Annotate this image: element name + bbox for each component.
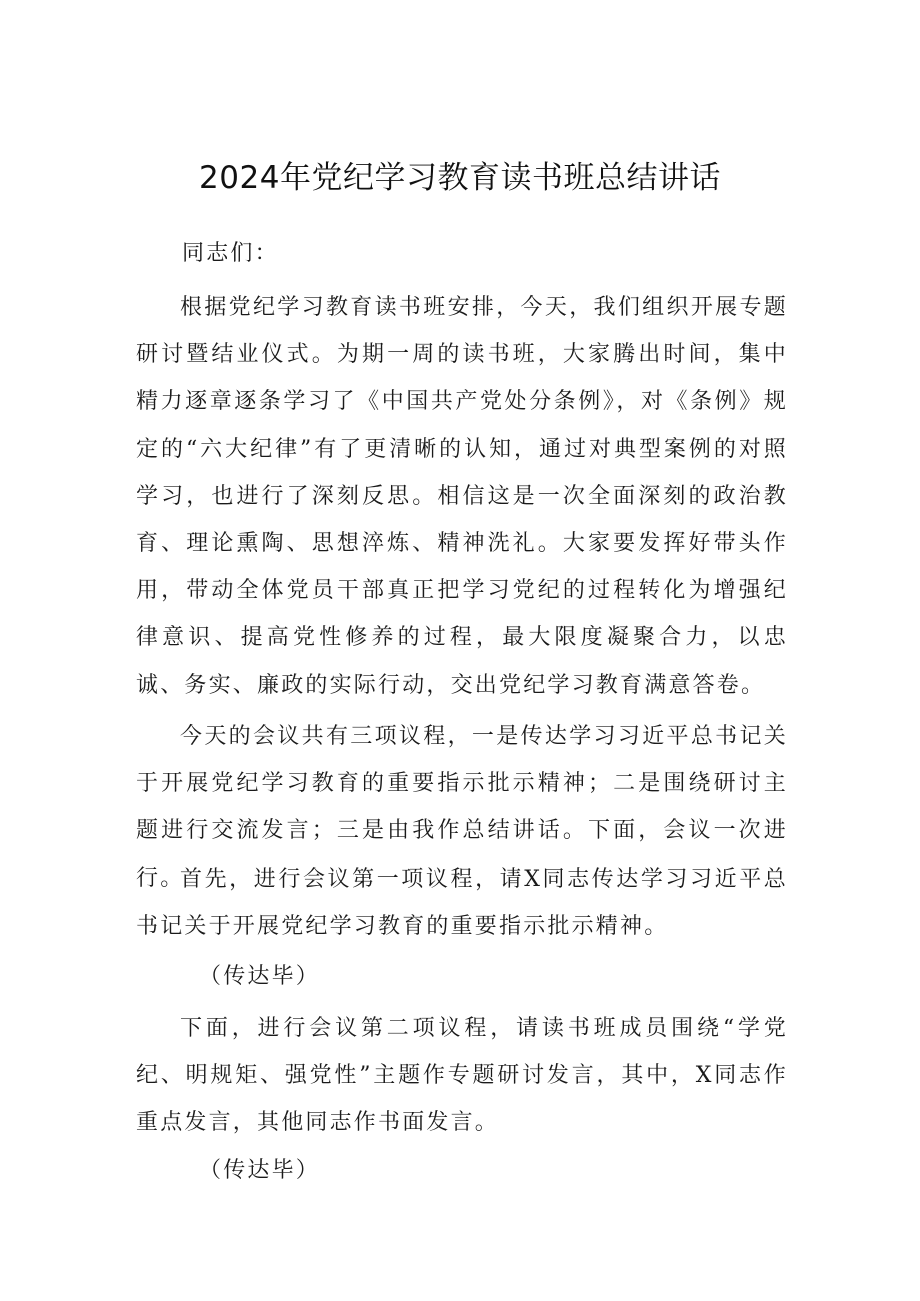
stage-note-1: （传达毕） bbox=[199, 964, 321, 989]
document-title: 2024年党纪学习教育读书班总结讲话 bbox=[199, 160, 721, 196]
paragraph-1: 根据党纪学习教育读书班安排，今天，我们组织开展专题研讨暨结业仪式。为期一周的读书班，大家腾出时间，集中精力逐章逐条学习了《中国共产党处分条例》，对《条例》规定的“六大纪律”有了更清晰的认知，通过对典型案例的对照学习，也进行了深刻反思。相信这是一次全面深刻的政治教育、理论熏陶、思想淬炼、精神洗礼。大家要发挥好带头作用，带动全体党员干部真正把学习党纪的过程转化为增强纪律意识、提高党性修养的过程，最大限度凝聚合力，以忠诚、务实、廉政的实际行动，交出党纪学习教育满意答卷。 bbox=[136, 295, 788, 698]
salutation: 同志们： bbox=[182, 241, 279, 266]
paragraph-3: 首先，进行会议第一项议程，请X同志传达学习习近平总书记关于开展党纪学习教育的重要指示批示精神。 bbox=[136, 867, 788, 940]
stage-note-2: （传达毕） bbox=[199, 1158, 321, 1183]
paragraph-4: 下面，进行会议第二项议程，请读书班成员围绕“学党纪、明规矩、强党性”主题作专题研讨发言，其中，X同志作重点发言，其他同志作书面发言。 bbox=[136, 1016, 788, 1136]
paragraph-2: 今天的会议共有三项议程，一是传达学习习近平总书记关于开展党纪学习教育的重要指示批示精神；二是围绕研讨主题进行交流发言；三是由我作总结讲话。下面，会议一次进行。 bbox=[136, 724, 788, 891]
